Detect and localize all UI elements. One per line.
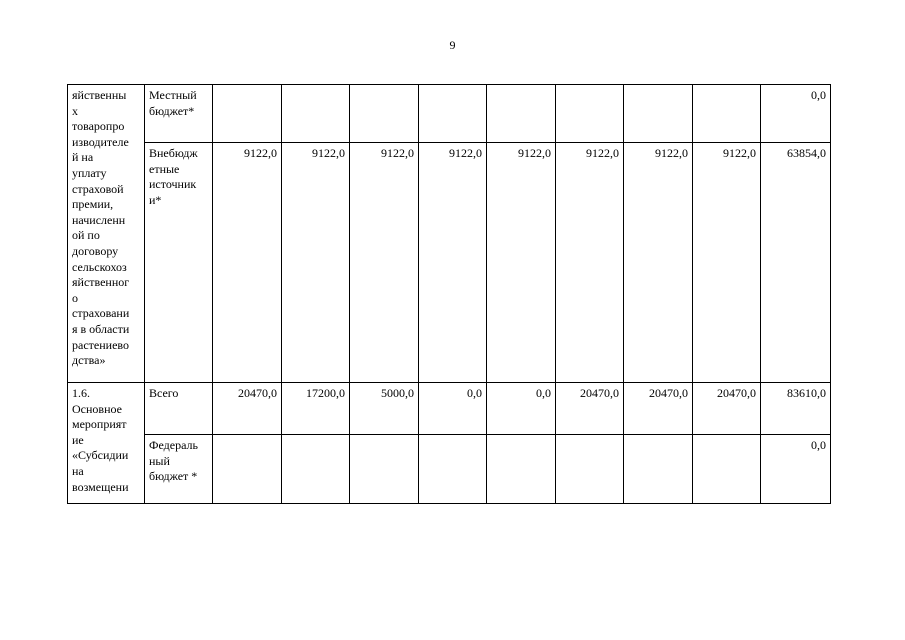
value-cell: 0,0 xyxy=(419,383,487,435)
funding-source-cell: Федераль ный бюджет * xyxy=(145,435,213,504)
value-cell xyxy=(624,435,693,504)
table-row xyxy=(68,85,831,143)
value-cell: 17200,0 xyxy=(282,383,350,435)
value-cell xyxy=(282,435,350,504)
value-cell: 9122,0 xyxy=(487,143,556,383)
total-cell: 63854,0 xyxy=(761,143,831,383)
value-cell xyxy=(213,435,282,504)
value-cell xyxy=(693,85,761,143)
total-cell: 0,0 xyxy=(761,85,831,143)
value-cell: 9122,0 xyxy=(282,143,350,383)
value-cell xyxy=(282,85,350,143)
value-cell xyxy=(419,85,487,143)
value-cell: 0,0 xyxy=(487,383,556,435)
funding-source-cell: Всего xyxy=(145,383,213,435)
measure-description-cell: 1.6. Основное мероприят ие «Субсидии на возмещени xyxy=(68,383,145,504)
value-cell: 20470,0 xyxy=(693,383,761,435)
value-cell xyxy=(556,435,624,504)
table-row xyxy=(68,435,831,504)
measure-description-cell: яйственны х товаропро изводителе й на уплату страховой премии, начисленн ой по договору сельскохоз яйственног о страховани я в области растениево дства» xyxy=(68,85,145,383)
value-cell xyxy=(693,435,761,504)
value-cell xyxy=(556,85,624,143)
value-cell xyxy=(624,85,693,143)
value-cell xyxy=(487,85,556,143)
funding-source-cell: Внебюдж етные источник и* xyxy=(145,143,213,383)
value-cell xyxy=(487,435,556,504)
page-number: 9 xyxy=(449,38,456,52)
value-cell xyxy=(213,85,282,143)
total-cell: 83610,0 xyxy=(761,383,831,435)
total-cell: 0,0 xyxy=(761,435,831,504)
value-cell: 9122,0 xyxy=(693,143,761,383)
value-cell: 9122,0 xyxy=(213,143,282,383)
value-cell: 20470,0 xyxy=(556,383,624,435)
value-cell xyxy=(419,435,487,504)
value-cell: 20470,0 xyxy=(213,383,282,435)
table-row xyxy=(68,383,831,435)
value-cell: 9122,0 xyxy=(419,143,487,383)
value-cell: 9122,0 xyxy=(556,143,624,383)
value-cell: 5000,0 xyxy=(350,383,419,435)
value-cell: 9122,0 xyxy=(350,143,419,383)
funding-source-cell: Местный бюджет* xyxy=(145,85,213,143)
table-row xyxy=(68,143,831,383)
budget-table xyxy=(67,84,831,504)
value-cell xyxy=(350,435,419,504)
value-cell: 9122,0 xyxy=(624,143,693,383)
value-cell: 20470,0 xyxy=(624,383,693,435)
value-cell xyxy=(350,85,419,143)
